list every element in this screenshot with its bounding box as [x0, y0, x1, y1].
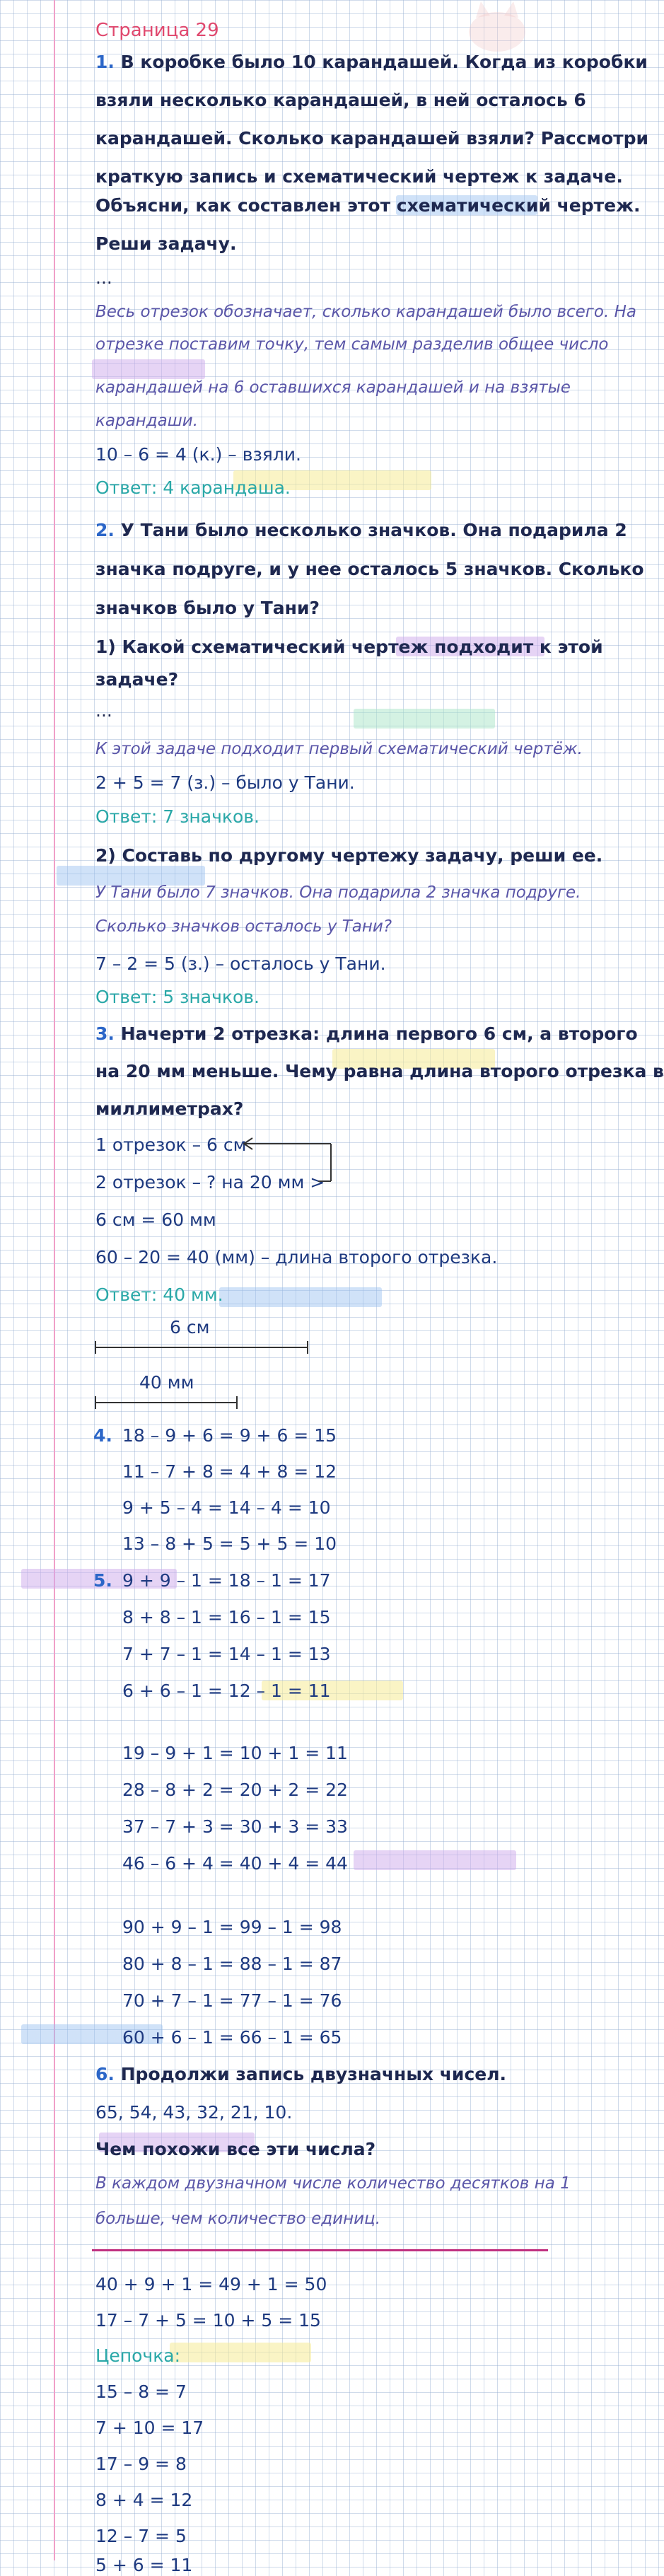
task3-number: 3. [95, 1023, 115, 1044]
highlight-purple [354, 1850, 516, 1870]
task5-row-8: 46 – 6 + 4 = 40 + 4 = 44 [122, 1853, 348, 1874]
task3-line-3: миллиметрах? [95, 1098, 244, 1119]
task3-calc-2: 60 – 20 = 40 (мм) – длина второго отрезка. [95, 1247, 498, 1267]
task1-line-1 [95, 52, 648, 73]
task3-line-1 [95, 1023, 638, 1045]
task3-line-2: на 20 мм меньше. Чему равна длина второго отрезка в [95, 1061, 664, 1081]
task2-q2-note-1: У Тани было 7 значков. Она подарила 2 значка подруге. [95, 883, 581, 902]
highlight-yellow [170, 2343, 311, 2362]
task7-chain-2: 7 + 10 = 17 [95, 2418, 204, 2438]
task7-row-1: 40 + 9 + 1 = 49 + 1 = 50 [95, 2274, 327, 2294]
task2-q2-solution: 7 – 2 = 5 (з.) – осталось у Тани. [95, 953, 386, 974]
task5-row-text: 9 + 9 – 1 = 18 – 1 = 17 [122, 1570, 331, 1591]
task3-calc-1: 6 см = 60 мм [95, 1209, 216, 1230]
task7-chain-5: 12 – 7 = 5 [95, 2526, 187, 2546]
task6-number: 6. [95, 2064, 115, 2084]
task1-explanation-3: карандашей на 6 оставшихся карандашей и на взятые [95, 378, 571, 397]
task1-explanation-1: Весь отрезок обозначает, сколько карандашей было всего. На [95, 303, 636, 321]
task2-q1-solution: 2 + 5 = 7 (з.) – было у Тани. [95, 772, 355, 793]
task6-note-1: В каждом двузначном числе количество десятков на 1 [95, 2174, 571, 2193]
task5-row-3: 7 + 7 – 1 = 14 – 1 = 13 [122, 1644, 331, 1664]
task1-number: 1. [95, 52, 115, 72]
task6-line-1 [95, 2064, 506, 2085]
task1-solution: 10 – 6 = 4 (к.) – взяли. [95, 444, 301, 465]
task3-segment-2-label: 40 мм [139, 1372, 194, 1393]
task4-row-1 [95, 1425, 337, 1446]
highlight-purple [92, 359, 205, 379]
task7-row-2: 17 – 7 + 5 = 10 + 5 = 15 [95, 2310, 321, 2331]
task4-row-text: 18 – 9 + 6 = 9 + 6 = 15 [122, 1425, 337, 1446]
task4-row-2: 11 – 7 + 8 = 4 + 8 = 12 [122, 1461, 337, 1482]
task5-row-12: 60 + 6 – 1 = 66 – 1 = 65 [122, 2027, 342, 2048]
task1-ellipsis: ... [95, 267, 112, 288]
task5-row-2: 8 + 8 – 1 = 16 – 1 = 15 [122, 1607, 331, 1628]
task6-question: Чем похожи все эти числа? [95, 2139, 376, 2159]
task2-q2-answer: Ответ: 5 значков. [95, 987, 260, 1007]
task3-answer: Ответ: 40 мм. [95, 1284, 223, 1305]
task6-note-2: больше, чем количество единиц. [95, 2210, 381, 2228]
task4-row-4: 13 – 8 + 5 = 5 + 5 = 10 [122, 1533, 337, 1554]
task3-record-1: 1 отрезок – 6 см [95, 1135, 247, 1155]
task4-row-3: 9 + 5 – 4 = 14 – 4 = 10 [122, 1497, 331, 1518]
task6-sequence: 65, 54, 43, 32, 21, 10. [95, 2102, 293, 2123]
task3-segment-1 [95, 1341, 308, 1354]
highlight-blue [219, 1287, 382, 1307]
task2-number: 2. [95, 520, 115, 540]
task7-chain-label: Цепочка: [95, 2345, 181, 2366]
task3-text: Начерти 2 отрезка: длина первого 6 см, а второго [120, 1023, 638, 1044]
task1-text: В коробке было 10 карандашей. Когда из коробки [120, 52, 648, 72]
task2-line-2: значка подруге, и у нее осталось 5 значков. Сколько [95, 559, 644, 579]
task5-row-7: 37 – 7 + 3 = 30 + 3 = 33 [122, 1816, 348, 1837]
task5-row-10: 80 + 8 – 1 = 88 – 1 = 87 [122, 1954, 342, 1974]
task1-line-5: Объясни, как составлен этот схематический чертеж. [95, 195, 641, 216]
notebook-margin-line [54, 0, 55, 2560]
task3-record-2: 2 отрезок – ? на 20 мм > [95, 1172, 325, 1193]
task1-line-2: взяли несколько карандашей, в ней осталось 6 [95, 90, 586, 110]
task1-explanation-4: карандаши. [95, 412, 199, 430]
task1-line-6: Реши задачу. [95, 233, 237, 254]
task2-line-3: значков было у Тани? [95, 598, 320, 618]
task7-chain-1: 15 – 8 = 7 [95, 2381, 187, 2402]
task5-number: 5. [93, 1570, 112, 1591]
page-title: Страница 29 [95, 20, 219, 41]
task5-row-9: 90 + 9 – 1 = 99 – 1 = 98 [122, 1917, 342, 1937]
task7-chain-4: 8 + 4 = 12 [95, 2490, 193, 2510]
task2-text: У Тани было несколько значков. Она подарила 2 [120, 520, 627, 540]
task6-text: Продолжи запись двузначных чисел. [120, 2064, 507, 2084]
task2-q1-line-1: 1) Какой схематический чертеж подходит к этой [95, 637, 603, 657]
task2-q1-answer: Ответ: 7 значков. [95, 806, 260, 827]
section-divider [92, 2249, 548, 2251]
task2-q2: 2) Составь по другому чертежу задачу, реши ее. [95, 845, 603, 866]
task4-number: 4. [93, 1425, 112, 1446]
task2-ellipsis: ... [95, 700, 112, 721]
task5-row-11: 70 + 7 – 1 = 77 – 1 = 76 [122, 1990, 342, 2011]
task5-row-6: 28 – 8 + 2 = 20 + 2 = 22 [122, 1780, 348, 1800]
task1-line-4: краткую запись и схематический чертеж к задаче. [95, 166, 623, 187]
task1-answer: Ответ: 4 карандаша. [95, 477, 291, 498]
task2-q2-note-2: Сколько значков осталось у Тани? [95, 917, 392, 936]
task2-q1-note: К этой задаче подходит первый схематический чертёж. [95, 740, 583, 758]
task7-chain-6: 5 + 6 = 11 [95, 2555, 193, 2575]
task2-q1-line-2: задаче? [95, 669, 179, 690]
task5-row-5: 19 – 9 + 1 = 10 + 1 = 11 [122, 1743, 348, 1763]
task2-line-1 [95, 520, 627, 541]
highlight-green [354, 709, 495, 729]
mascot-watermark-icon [458, 0, 536, 50]
task7-chain-3: 17 – 9 = 8 [95, 2454, 187, 2474]
task1-explanation-2: отрезке поставим точку, тем самым разделив общее число [95, 335, 609, 354]
task5-row-1 [95, 1570, 331, 1591]
task3-segment-2 [95, 1396, 237, 1409]
task3-segment-1-label: 6 см [170, 1317, 210, 1338]
task1-line-3: карандашей. Сколько карандашей взяли? Рассмотри [95, 128, 649, 149]
task5-row-4: 6 + 6 – 1 = 12 – 1 = 11 [122, 1681, 331, 1701]
